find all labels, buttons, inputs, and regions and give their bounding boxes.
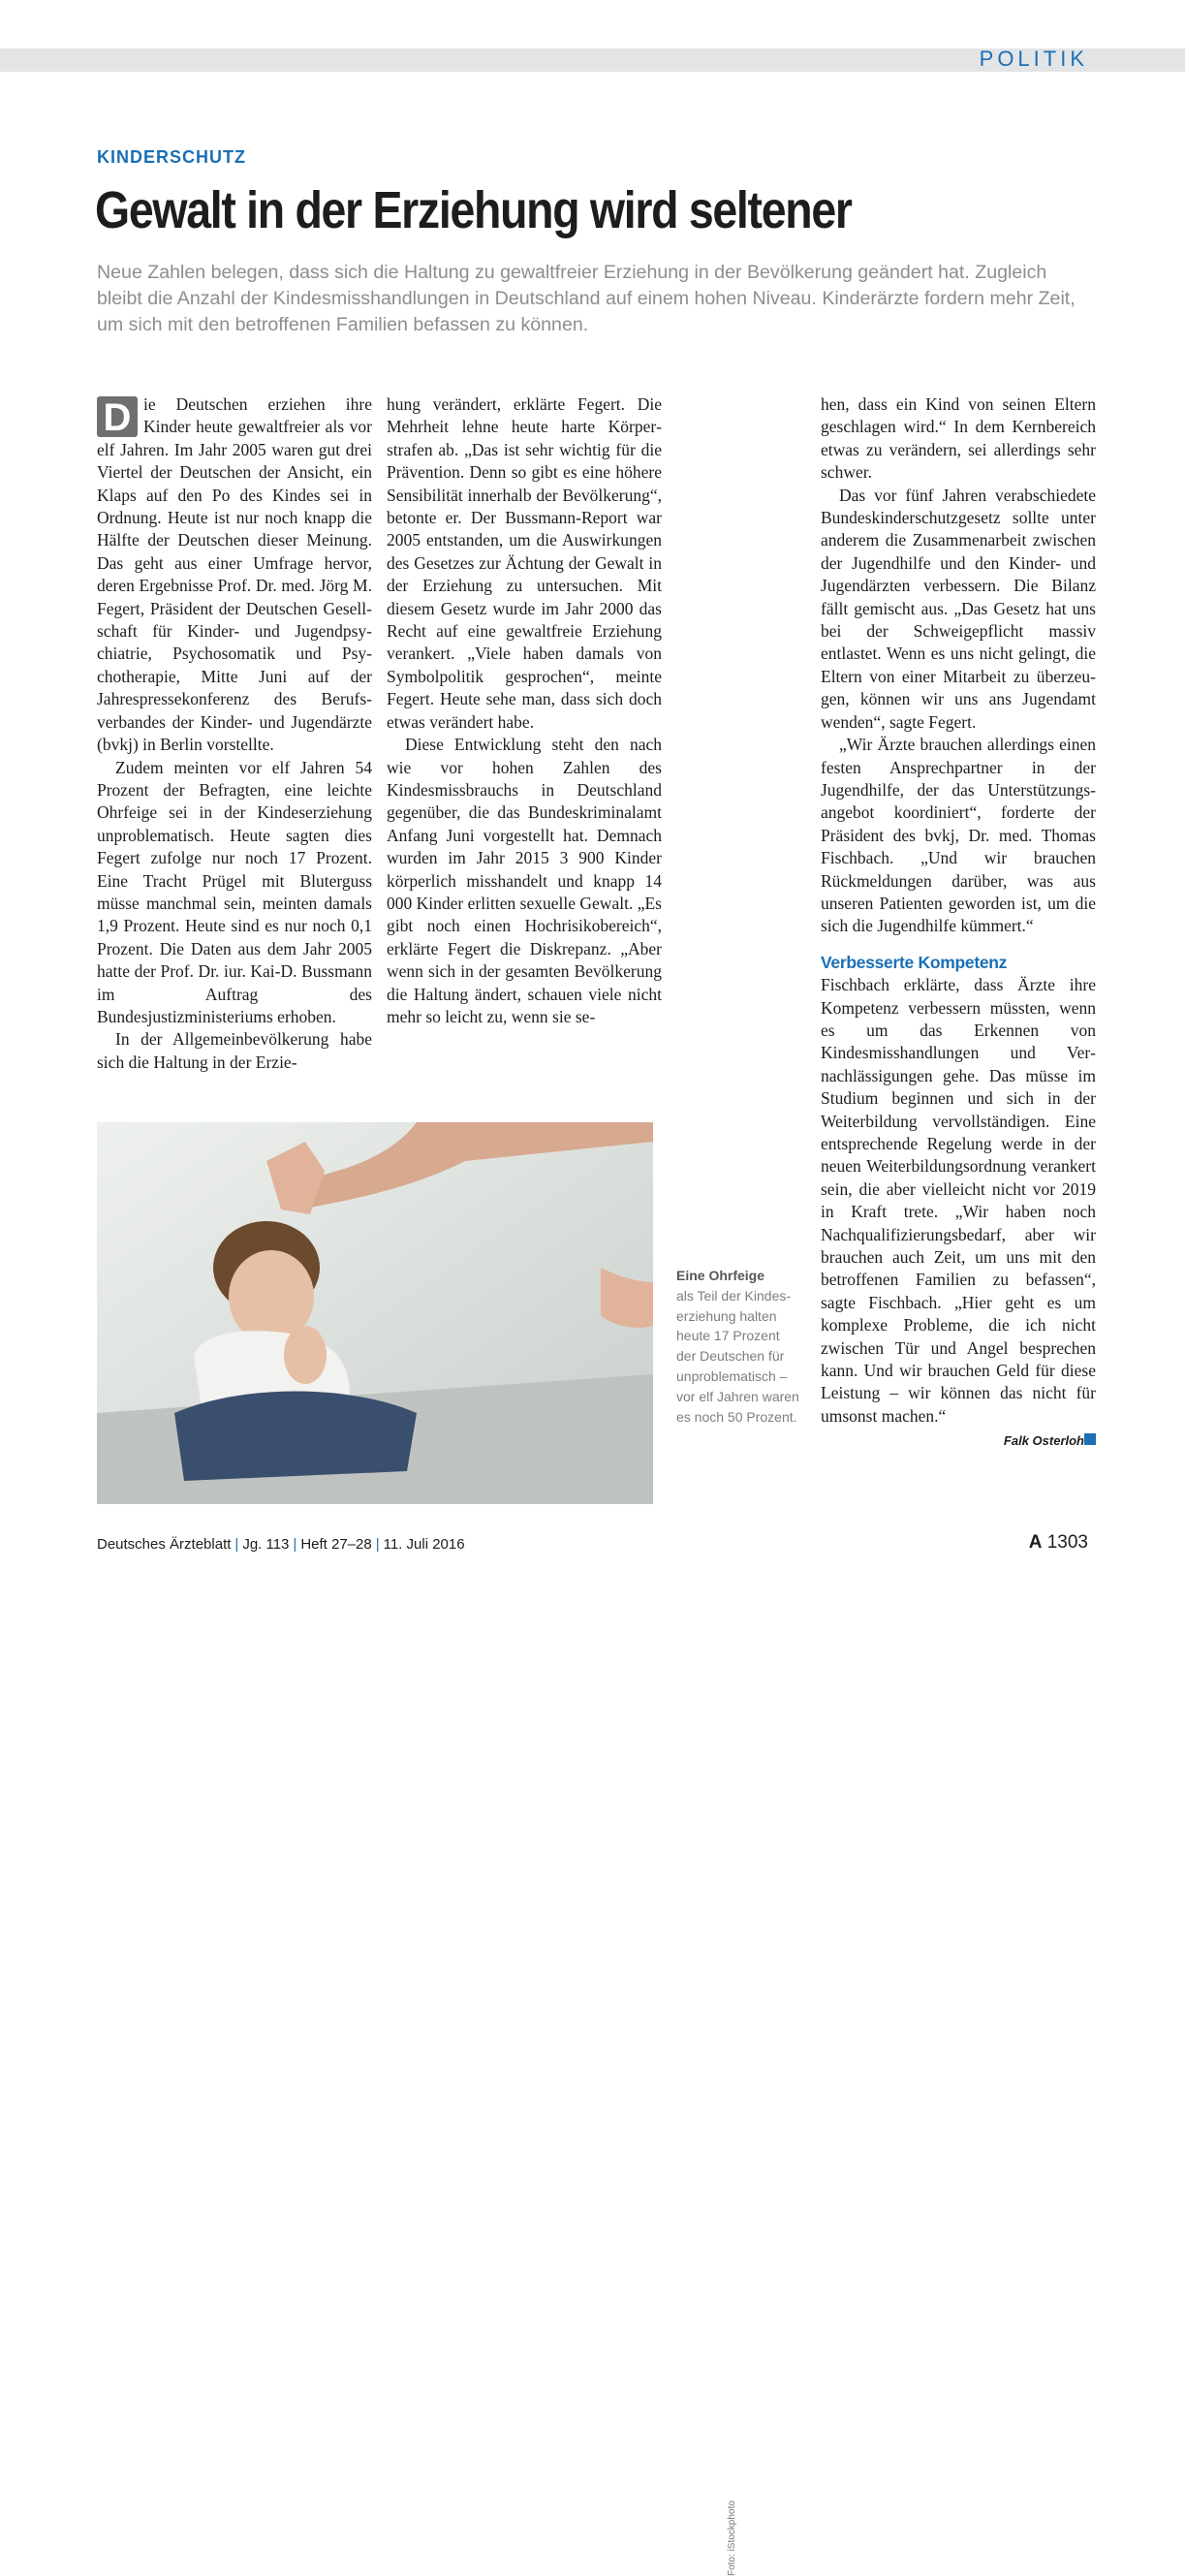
paragraph: Fischbach erklärte, dass Ärzte ihre Kompetenz verbessern müssten, wenn es um das Erkennen von Kindesmisshandlungen und Vernachlässigungen gehe. Das müsse im Studium beginnen und sich in der Weiterbildung vervollständigen. Eine entsprechende Regelung werde in der neuen Weiterbildungsordnung verankert sein, die aber vielleicht nicht vor 2019 in Kraft trete. „Wir haben noch Nachqualifizierungsbedarf, aber wir brauchen auch Zeit, um uns mit den betroffenen Familien zu befassen“, sagte Fischbach. „Hier geht es um komplexe Probleme, die ich nicht zwischen Tür und Angel besprechen kann. Und wir brauchen Geld für diese Leistung – wir können das nicht für umsonst machen.“ [821,975,1096,1426]
paragraph: In der Allgemeinbevölkerung habe sich die Haltung in der Erzie- [97,1029,372,1072]
page-number [1029,1532,1088,1554]
author-name: Falk Osterloh [1003,1433,1084,1449]
article-headline: Gewalt in der Erziehung wird seltener [95,181,852,239]
subheading: Verbesserte Kompetenz [821,952,1008,972]
separator: | [293,1536,297,1553]
issue: Heft 27–28 [300,1536,372,1553]
paragraph [97,393,372,757]
paragraph: „Wir Ärzte brauchen allerdings einen festen Ansprechpartner in der Jugendhilfe, der das Unterstützungsangebot koordiniert“, forderte der Präsident des bvkj, Dr. med. Thomas Fischbach. „Und wir brauchen Rückmeldungen darüber, was aus unseren Patienten geworden ist, um die sich die Jugendhilfe kümmert.“ [821,735,1096,936]
issue-date: 11. Juli 2016 [383,1536,465,1553]
journal-name: Deutsches Ärzteblatt [97,1536,232,1553]
caption-text: als Teil der Kindeserziehung halten heute 17 Prozent der Deutschen für unproblematisch – vor elf Jahren waren es noch 50 Prozent. [676,1287,799,1425]
paragraph: Das vor fünf Jahren verabschiedete Bundeskinderschutzgesetz sollte unter anderem die Zusammenarbeit zwischen der Jugendhilfe und den Kinder- und Jugendärzten verbessern. Die Bilanz fällt gemischt aus. „Das Gesetz hat uns bei der Schweigepflicht massiv entlastet. Wenn es uns nicht gelingt, die Eltern von einer Mitarbeit zu überzeugen, können wir uns ans Jugendamt wenden“, sagte Fegert. [821,485,1096,732]
section-label: POLITIK [979,47,1088,71]
text-column-3 [821,393,1096,1453]
page-footer [97,1536,1088,1553]
separator: | [234,1536,239,1553]
photo-credit: Foto: iStockphoto [727,2500,737,2576]
page-prefix: A [1028,1532,1043,1553]
article-intro: Neue Zahlen belegen, dass sich die Haltung zu gewaltfreier Erziehung in der Bevölkerung geändert hat. Zugleich bleibt die Anzahl der Kindesmisshandlungen in Deutschland auf einem hohen Niveau. Kinderärzte fordern mehr Zeit, um sich mit den betroffenen Familien befassen zu können. [97,262,1076,335]
caption-title: Eine Ohrfeige [676,1268,765,1283]
photo-caption [676,1266,802,1427]
paragraph: hung verändert, erklärte Fegert. Die Mehrheit lehne heute harte Körperstrafen ab. „Das ist sehr wichtig für die Prävention. Denn so gibt es eine höhere Sensibilität innerhalb der Bevölkerung“, betonte er. Der Bussmann-Report war 2005 entstanden, um die Auswirkungen des Gesetzes zur Ächtung der Gewalt in der Erziehung zu untersuchen. Mit diesem Gesetz wurde im Jahr 2000 das Recht auf eine gewaltfreie Erziehung verankert. „Viele haben damals von Symbolpolitik gesprochen“, meinte Fegert. Heute sehe man, dass sich doch etwas verändert habe. [387,394,662,732]
article-kicker: KINDERSCHUTZ [97,147,246,167]
end-mark-icon [1084,1433,1096,1445]
paragraph-text: ie Deutschen erziehen ihre Kinder heute gewaltfreier als vor elf Jahren. Im Jahr 2005 waren gut drei Viertel der Deutschen der Ansicht, ein Klaps auf den Po des Kindes sei in Ordnung. Heute ist nur noch knapp die Hälfte der Deutschen dieser Meinung. Das geht aus einer Umfrage hervor, deren Ergebnisse Prof. Dr. med. Jörg M. Fegert, Präsident der Deutschen Gesellschaft für Kinder- und Jugendpsychiatrie, Psychosomatik und Psychotherapie, Mitte Juni auf der Jahrespressekonferenz des Berufsverbandes der Kinder- und Jugendärzte (bvkj) in Berlin vorstellte. [97,394,372,755]
page-number-value: 1303 [1046,1532,1088,1553]
photo-illustration [97,1122,653,1504]
text-column-1 [97,393,372,1074]
volume: Jg. 113 [242,1536,290,1553]
separator: | [375,1536,380,1553]
text-column-2 [387,393,662,1028]
paragraph: Zudem meinten vor elf Jahren 54 Prozent der Befragten, eine leichte Ohrfeige sei in der Kindeserziehung unproblematisch. Heute sagten dies Fegert zufolge nur noch 17 Prozent. Eine Tracht Prügel mit Bluterguss müsse manchmal sein, meinten damals 1,9 Prozent. Heute sind es nur noch 0,1 Prozent. Die Daten aus dem Jahr 2005 hatte der Prof. Dr. iur. Kai-D. Bussmann im Auftrag des Bundesjustizministeriums erhoben. [97,757,372,1026]
drop-cap: D [97,396,138,437]
paragraph: Diese Entwicklung steht den nach wie vor hohen Zahlen des Kindesmissbrauchs in Deutschland gegenüber, die das Bundeskriminalamt Anfang Juni vorgestellt hat. Demnach wurden im Jahr 2015 3 900 Kinder körperlich misshandelt und knapp 14 000 Kinder erlitten sexuelle Gewalt. „Es gibt noch einen Hochrisikobereich“, erklärte Fegert die Diskrepanz. „Aber wenn sich in der gesamten Bevölkerung die Haltung ändert, schauen viele nicht mehr so leicht zu, wenn sie se- [387,735,662,1026]
paragraph: hen, dass ein Kind von seinen Eltern geschlagen wird.“ In dem Kernbereich etwas zu verändern, sei allerdings sehr schwer. [821,394,1096,483]
